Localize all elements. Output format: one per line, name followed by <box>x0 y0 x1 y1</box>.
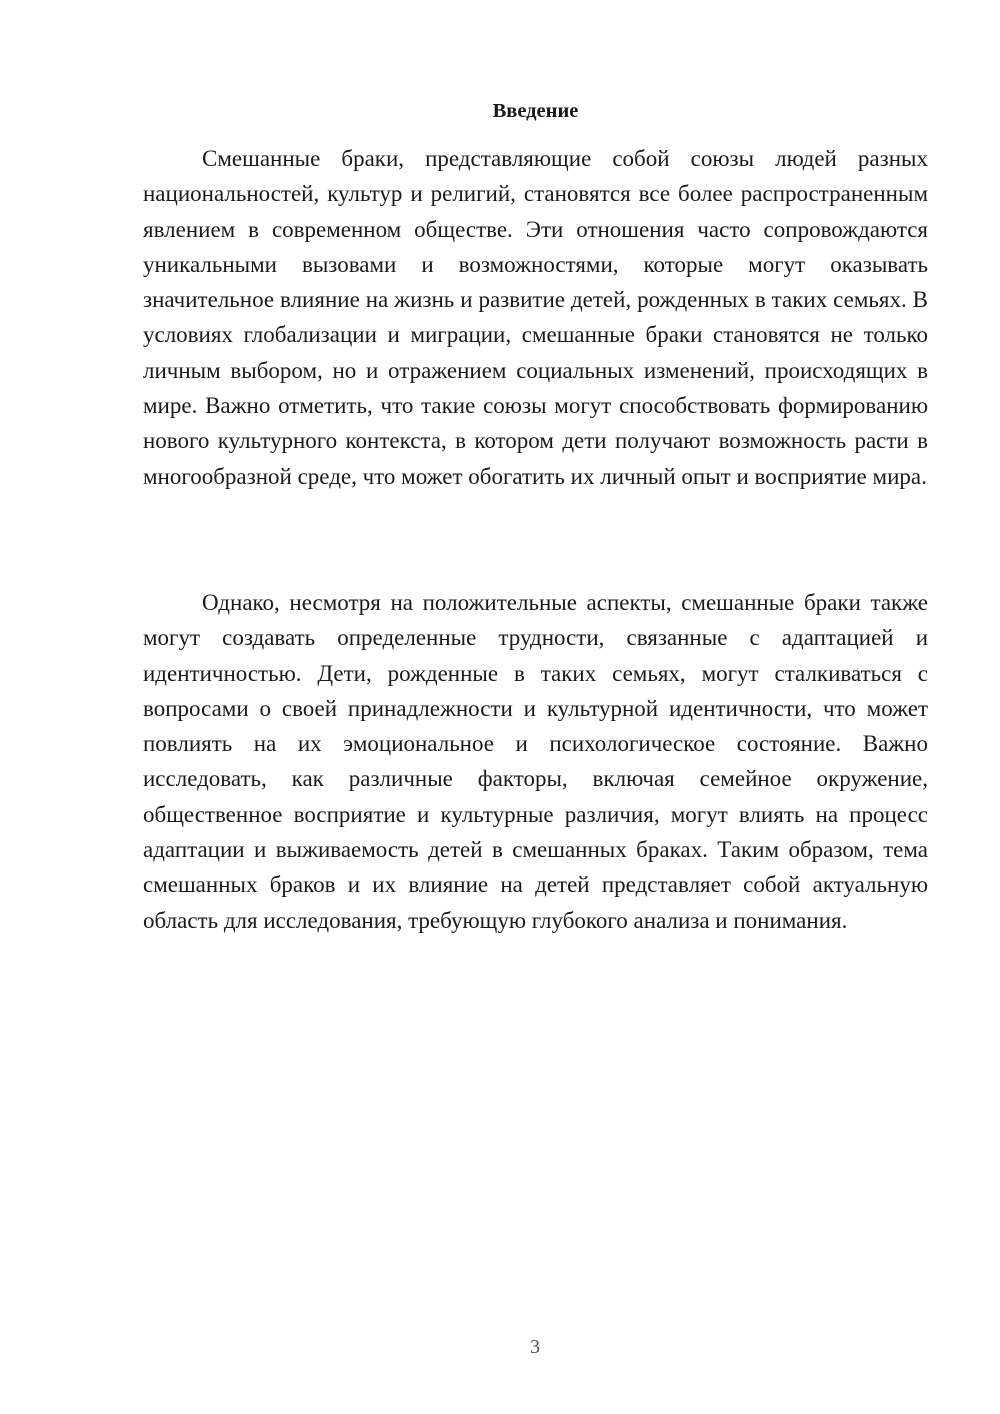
page-number: 3 <box>530 1336 540 1358</box>
section-title: Введение <box>492 100 579 122</box>
paragraph-introduction-2: Однако, несмотря на положительные аспекты, смешанные браки также могут создавать определенные трудности, связанные с адаптацией и идентичностью. Дети, рожденные в таких семьях, могут сталкиваться с вопросами о своей принадлежности и культурной идентичности, что может повлиять на их эмоциональное и психологическое состояние. Важно исследовать, как различные факторы, включая семейное окружение, общественное восприятие и культурные различия, могут влиять на процесс адаптации и выживаемость детей в смешанных браках. Таким образом, тема смешанных браков и их влияние на детей представляет собой актуальную область для исследования, требующую глубокого анализа и понимания. <box>143 590 928 933</box>
paragraph-introduction-1: Смешанные браки, представляющие собой союзы людей разных национальностей, культур и религий, становятся все более распространенным явлением в современном обществе. Эти отношения часто сопровождаются уникальными вызовами и возможностями, которые могут оказывать значительное влияние на жизнь и развитие детей, рожденных в таких семьях. В условиях глобализации и миграции, смешанные браки становятся не только личным выбором, но и отражением социальных изменений, происходящих в мире. Важно отметить, что такие союзы могут способствовать формированию нового культурного контекста, в котором дети получают возможность расти в многообразной среде, что может обогатить их личный опыт и восприятие мира. <box>143 146 928 489</box>
